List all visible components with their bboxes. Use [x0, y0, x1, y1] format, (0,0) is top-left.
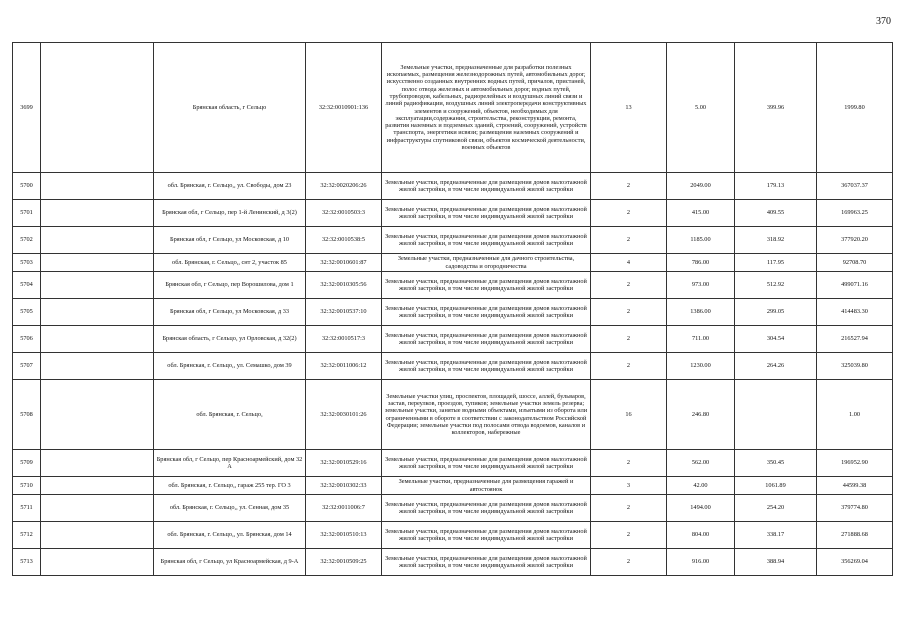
cadastral-number-cell: 32:32:0020206:26 — [306, 173, 382, 200]
group-number-cell: 2 — [591, 450, 667, 477]
empty-cell — [41, 254, 154, 272]
cadastral-number-cell: 32:32:0011006:12 — [306, 353, 382, 380]
area-cell: 246.80 — [667, 380, 735, 450]
cadastral-number-cell: 32:32:0010537:10 — [306, 299, 382, 326]
empty-cell — [41, 299, 154, 326]
table-row — [13, 43, 893, 173]
cadastral-number-cell: 32:32:0010538:5 — [306, 227, 382, 254]
area-cell: 1494.00 — [667, 495, 735, 522]
area-cell: 5.00 — [667, 43, 735, 173]
cadastral-value-cell: 216527.94 — [817, 326, 893, 353]
group-number-cell: 2 — [591, 549, 667, 576]
address-cell: обл. Брянская, г. Сельцо,, ул. Брянская, дом 14 — [154, 522, 306, 549]
table-row — [13, 299, 893, 326]
cadastral-number-cell: 32:32:0010503:3 — [306, 200, 382, 227]
cadastral-value-cell: 325039.80 — [817, 353, 893, 380]
land-use-cell: Земельные участки, предназначенные для размещения гаражей и автостоянок — [382, 477, 591, 495]
specific-value-cell: 350.45 — [735, 450, 817, 477]
cadastral-value-cell: 499071.16 — [817, 272, 893, 299]
cadastral-value-table — [12, 42, 893, 576]
table-row — [13, 353, 893, 380]
cadastral-number-cell: 32:32:0030101:26 — [306, 380, 382, 450]
specific-value-cell: 399.96 — [735, 43, 817, 173]
empty-cell — [41, 477, 154, 495]
cadastral-number-cell: 32:32:0011006:7 — [306, 495, 382, 522]
table-row — [13, 522, 893, 549]
address-cell: обл. Брянская, г. Сельцо,, ул. Сенная, дом 35 — [154, 495, 306, 522]
land-use-cell: Земельные участки, предназначенные для размещения домов малоэтажной жилой застройки, в том числе индивидуальной жилой застройки — [382, 272, 591, 299]
row-number: 5705 — [13, 299, 41, 326]
group-number-cell: 2 — [591, 272, 667, 299]
cadastral-value-cell: 1999.80 — [817, 43, 893, 173]
group-number-cell: 3 — [591, 477, 667, 495]
specific-value-cell: 318.92 — [735, 227, 817, 254]
area-cell: 562.00 — [667, 450, 735, 477]
group-number-cell: 16 — [591, 380, 667, 450]
empty-cell — [41, 272, 154, 299]
specific-value-cell: 1061.89 — [735, 477, 817, 495]
land-use-cell: Земельные участки, предназначенные для размещения домов малоэтажной жилой застройки, в том числе индивидуальной жилой застройки — [382, 299, 591, 326]
cadastral-value-cell: 356269.04 — [817, 549, 893, 576]
row-number: 5712 — [13, 522, 41, 549]
empty-cell — [41, 200, 154, 227]
cadastral-number-cell: 32:32:0010302:33 — [306, 477, 382, 495]
table-row — [13, 549, 893, 576]
table-row — [13, 495, 893, 522]
land-use-cell: Земельные участки, предназначенные для разработки полезных ископаемых, размещения железнодорожных путей, автомобильных дорог, искусственно созданных внутренних водных путей, причалов, пристаней, полос отвода железных и автомобильных дорог, водных путей, трубопроводов, кабельных, радиорелейных и воздушных линий связи и линий радиофикации, воздушных линий электропередачи конструктивных элементов и сооружений, объектов, необходимых для эксплуатации,содержания, строительства, реконструкции, ремонта, развития наземных и подземных зданий, строений, сооружений, устройств транспорта, энергетики исвязи; размещения наземных сооружений и инфраструктуры спутниковой связи, объектов космической деятельности, военных объектов — [382, 43, 591, 173]
table-row — [13, 326, 893, 353]
cadastral-value-cell: 92708.70 — [817, 254, 893, 272]
row-number: 5706 — [13, 326, 41, 353]
address-cell: Брянская обл, г Сельцо, пер Красноармейский, дом 32 А — [154, 450, 306, 477]
land-use-cell: Земельные участки, предназначенные для размещения домов малоэтажной жилой застройки, в том числе индивидуальной жилой застройки — [382, 227, 591, 254]
land-use-cell: Земельные участки, предназначенные для дачного строительства, садоводства и огородничества — [382, 254, 591, 272]
empty-cell — [41, 549, 154, 576]
address-cell: Брянская обл, г Сельцо, ул Московская, д 10 — [154, 227, 306, 254]
group-number-cell: 2 — [591, 353, 667, 380]
address-cell: обл. Брянская, г. Сельцо, — [154, 380, 306, 450]
row-number: 5702 — [13, 227, 41, 254]
specific-value-cell: 512.92 — [735, 272, 817, 299]
area-cell: 2049.00 — [667, 173, 735, 200]
cadastral-number-cell: 32:32:0010901:136 — [306, 43, 382, 173]
specific-value-cell: 388.94 — [735, 549, 817, 576]
area-cell: 1386.00 — [667, 299, 735, 326]
row-number: 5703 — [13, 254, 41, 272]
specific-value-cell: 409.55 — [735, 200, 817, 227]
cadastral-value-cell: 414483.30 — [817, 299, 893, 326]
group-number-cell: 2 — [591, 522, 667, 549]
specific-value-cell: 117.95 — [735, 254, 817, 272]
empty-cell — [41, 380, 154, 450]
cadastral-value-cell: 196952.90 — [817, 450, 893, 477]
table-row — [13, 254, 893, 272]
land-use-cell: Земельные участки, предназначенные для размещения домов малоэтажной жилой застройки, в том числе индивидуальной жилой застройки — [382, 326, 591, 353]
empty-cell — [41, 43, 154, 173]
cadastral-value-cell: 271888.68 — [817, 522, 893, 549]
cadastral-number-cell: 32:32:0010517:3 — [306, 326, 382, 353]
cadastral-number-cell: 32:32:0010305:56 — [306, 272, 382, 299]
specific-value-cell: 179.13 — [735, 173, 817, 200]
address-cell: Брянская область, г Сельцо — [154, 43, 306, 173]
area-cell: 711.00 — [667, 326, 735, 353]
cadastral-value-cell: 1.00 — [817, 380, 893, 450]
area-cell: 415.00 — [667, 200, 735, 227]
address-cell: обл. Брянская, г. Сельцо,, гараж 255 тер. ГО 3 — [154, 477, 306, 495]
address-cell: Брянская область, г Сельцо, ул Орловская, д 32(2) — [154, 326, 306, 353]
group-number-cell: 2 — [591, 326, 667, 353]
table-row — [13, 477, 893, 495]
group-number-cell: 13 — [591, 43, 667, 173]
area-cell: 916.00 — [667, 549, 735, 576]
cadastral-value-cell: 44599.38 — [817, 477, 893, 495]
table-row — [13, 272, 893, 299]
group-number-cell: 2 — [591, 173, 667, 200]
address-cell: Брянская обл, г Сельцо, ул Московская, д 33 — [154, 299, 306, 326]
address-cell: Брянская обл, г Сельцо, пер 1-й Ленинский, д 3(2) — [154, 200, 306, 227]
row-number: 5713 — [13, 549, 41, 576]
address-cell: обл. Брянская, г. Сельцо,, снт 2, участок 85 — [154, 254, 306, 272]
cadastral-number-cell: 32:32:0010509:25 — [306, 549, 382, 576]
empty-cell — [41, 326, 154, 353]
cadastral-value-cell: 379774.80 — [817, 495, 893, 522]
empty-cell — [41, 522, 154, 549]
empty-cell — [41, 227, 154, 254]
group-number-cell: 2 — [591, 299, 667, 326]
empty-cell — [41, 173, 154, 200]
empty-cell — [41, 450, 154, 477]
land-use-cell: Земельные участки, предназначенные для размещения домов малоэтажной жилой застройки, в том числе индивидуальной жилой застройки — [382, 450, 591, 477]
area-cell: 1230.00 — [667, 353, 735, 380]
row-number: 3699 — [13, 43, 41, 173]
empty-cell — [41, 353, 154, 380]
group-number-cell: 2 — [591, 200, 667, 227]
table-row — [13, 380, 893, 450]
land-use-cell: Земельные участки, предназначенные для размещения домов малоэтажной жилой застройки, в том числе индивидуальной жилой застройки — [382, 522, 591, 549]
specific-value-cell — [735, 380, 817, 450]
row-number: 5711 — [13, 495, 41, 522]
cadastral-value-cell: 367037.37 — [817, 173, 893, 200]
land-use-cell: Земельные участки улиц, проспектов, площадей, шоссе, аллей, бульваров, застав, переулков, проездов, тупиков; земельные участки земель резерва; земельные участки, занятые водными объектами, изъятыми из оборота или ограниченными в обороте в соответствии с законодательством Российской Федерации; земельные участки под полосами отвода водоемов, каналов и коллекторов, набережные — [382, 380, 591, 450]
table-row — [13, 227, 893, 254]
cadastral-number-cell: 32:32:0010510:13 — [306, 522, 382, 549]
row-number: 5709 — [13, 450, 41, 477]
table-row — [13, 173, 893, 200]
address-cell: Брянская обл, г Сельцо, ул Красноармейская, д 9-А — [154, 549, 306, 576]
address-cell: обл. Брянская, г. Сельцо,, ул. Свободы, дом 23 — [154, 173, 306, 200]
row-number: 5700 — [13, 173, 41, 200]
specific-value-cell: 264.26 — [735, 353, 817, 380]
area-cell: 786.00 — [667, 254, 735, 272]
table-row — [13, 450, 893, 477]
area-cell: 804.00 — [667, 522, 735, 549]
row-number: 5708 — [13, 380, 41, 450]
land-use-cell: Земельные участки, предназначенные для размещения домов малоэтажной жилой застройки, в том числе индивидуальной жилой застройки — [382, 173, 591, 200]
land-use-cell: Земельные участки, предназначенные для размещения домов малоэтажной жилой застройки, в том числе индивидуальной жилой застройки — [382, 200, 591, 227]
land-use-cell: Земельные участки, предназначенные для размещения домов малоэтажной жилой застройки, в том числе индивидуальной жилой застройки — [382, 495, 591, 522]
area-cell: 42.00 — [667, 477, 735, 495]
specific-value-cell: 338.17 — [735, 522, 817, 549]
land-use-cell: Земельные участки, предназначенные для размещения домов малоэтажной жилой застройки, в том числе индивидуальной жилой застройки — [382, 353, 591, 380]
empty-cell — [41, 495, 154, 522]
row-number: 5707 — [13, 353, 41, 380]
page-number: 370 — [876, 16, 891, 27]
address-cell: Брянская обл, г Сельцо, пер Ворошилова, дом 1 — [154, 272, 306, 299]
area-cell: 1185.00 — [667, 227, 735, 254]
address-cell: обл. Брянская, г. Сельцо,, ул. Семашко, дом 39 — [154, 353, 306, 380]
cadastral-number-cell: 32:32:0010529:16 — [306, 450, 382, 477]
table-body — [13, 43, 893, 576]
cadastral-number-cell: 32:32:0010601:87 — [306, 254, 382, 272]
specific-value-cell: 254.20 — [735, 495, 817, 522]
cadastral-value-cell: 377920.20 — [817, 227, 893, 254]
row-number: 5710 — [13, 477, 41, 495]
table-row — [13, 200, 893, 227]
specific-value-cell: 304.54 — [735, 326, 817, 353]
row-number: 5701 — [13, 200, 41, 227]
group-number-cell: 2 — [591, 495, 667, 522]
group-number-cell: 2 — [591, 227, 667, 254]
group-number-cell: 4 — [591, 254, 667, 272]
row-number: 5704 — [13, 272, 41, 299]
area-cell: 973.00 — [667, 272, 735, 299]
cadastral-value-cell: 169963.25 — [817, 200, 893, 227]
specific-value-cell: 299.05 — [735, 299, 817, 326]
land-use-cell: Земельные участки, предназначенные для размещения домов малоэтажной жилой застройки, в том числе индивидуальной жилой застройки — [382, 549, 591, 576]
